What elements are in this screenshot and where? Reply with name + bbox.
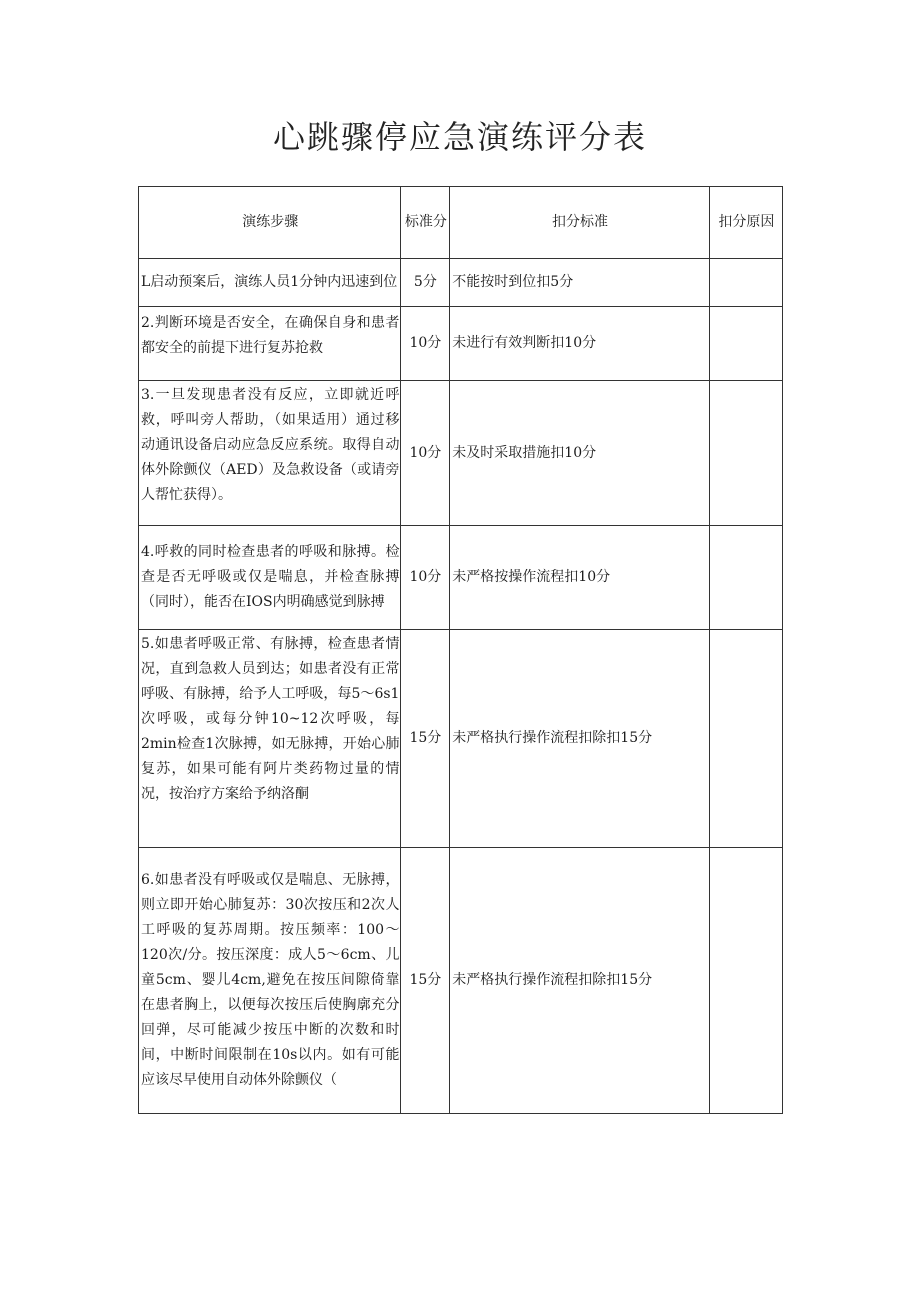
score-cell: 10分 [401, 526, 450, 630]
score-cell: 15分 [401, 630, 450, 848]
step-cell: 5.如患者呼吸正常、有脉搏，检查患者情况，直到急救人员到达；如患者没有正常呼吸、有脉搏，给予人工呼吸，每5～6s1次呼吸，或每分钟10~12次呼吸，每2min检查1次脉搏，如无脉搏，开始心肺复苏，如果可能有阿片类药物过量的情况，按治疗方案给予纳洛酮 [139, 630, 401, 848]
header-reason: 扣分原因 [709, 187, 782, 259]
step-cell: L启动预案后，演练人员1分钟内迅速到位 [139, 259, 401, 307]
page-title: 心跳骤停应急演练评分表 [272, 118, 647, 156]
reason-cell [709, 381, 782, 526]
score-cell: 10分 [401, 381, 450, 526]
table-row [139, 381, 783, 526]
reason-cell [709, 526, 782, 630]
score-cell: 10分 [401, 307, 450, 381]
criteria-cell: 未严格按操作流程扣10分 [450, 526, 709, 630]
reason-cell [709, 630, 782, 848]
table-row [139, 848, 783, 1114]
step-cell: 6.如患者没有呼吸或仅是喘息、无脉搏，则立即开始心肺复苏：30次按压和2次人工呼吸的复苏周期。按压频率：100～120次/分。按压深度：成人5～6cm、儿童5cm、婴儿4cm,避免在按压间隙倚靠在患者胸上，以便每次按压后使胸廓充分回弹，尽可能减少按压中断的次数和时间，中断时间限制在10s以内。如有可能应该尽早使用自动体外除颤仪（ [139, 848, 401, 1114]
table-row [139, 259, 783, 307]
criteria-cell: 未及时采取措施扣10分 [450, 381, 709, 526]
step-cell: 3.一旦发现患者没有反应，立即就近呼救，呼叫旁人帮助，（如果适用）通过移动通讯设备启动应急反应系统。取得自动体外除颤仪（AED）及急救设备（或请旁人帮忙获得）。 [139, 381, 401, 526]
scoring-table [138, 186, 783, 1114]
criteria-cell: 未严格执行操作流程扣除扣15分 [450, 630, 709, 848]
criteria-cell: 不能按时到位扣5分 [450, 259, 709, 307]
table-row [139, 307, 783, 381]
reason-cell [709, 848, 782, 1114]
header-criteria: 扣分标准 [450, 187, 709, 259]
reason-cell [709, 259, 782, 307]
header-score: 标准分 [401, 187, 450, 259]
score-cell: 15分 [401, 848, 450, 1114]
criteria-cell: 未进行有效判断扣10分 [450, 307, 709, 381]
table-header-row [139, 187, 783, 259]
criteria-cell: 未严格执行操作流程扣除扣15分 [450, 848, 709, 1114]
step-cell: 4.呼救的同时检查患者的呼吸和脉搏。检查是否无呼吸或仅是喘息，并检查脉搏（同时），能否在IOS内明确感觉到脉搏 [139, 526, 401, 630]
table-row [139, 630, 783, 848]
reason-cell [709, 307, 782, 381]
step-cell: 2.判断环境是否安全，在确保自身和患者都安全的前提下进行复苏抢救 [139, 307, 401, 381]
header-step: 演练步骤 [139, 187, 401, 259]
table-row [139, 526, 783, 630]
score-cell: 5分 [401, 259, 450, 307]
